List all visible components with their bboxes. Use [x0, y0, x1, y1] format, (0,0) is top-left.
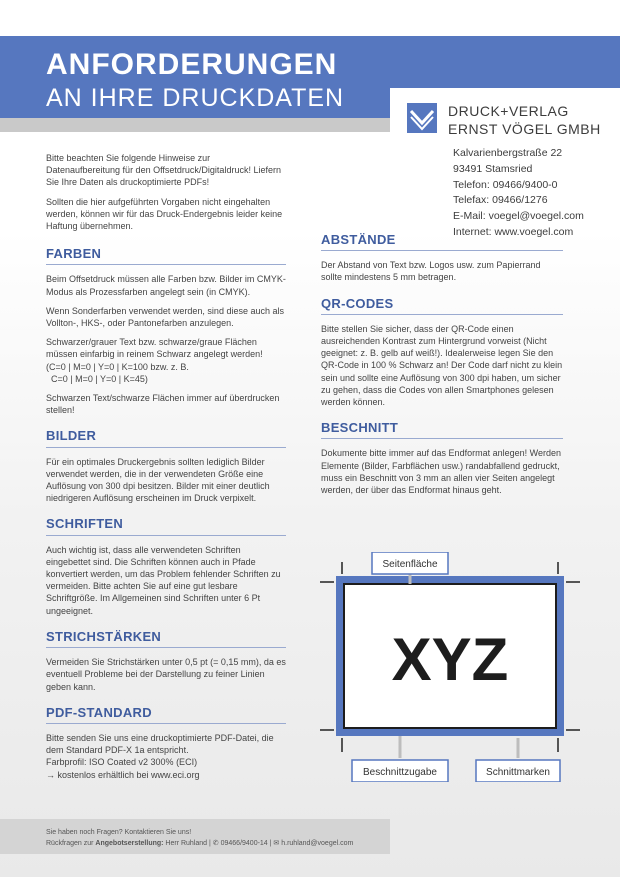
contact-block: [453, 146, 584, 241]
contact-street: Kalvarienbergstraße 22: [453, 147, 563, 159]
heading-bilder: BILDER: [46, 430, 286, 447]
page-title: ANFORDERUNGEN: [46, 48, 338, 81]
section-schriften: [46, 518, 286, 616]
label-schnittmarken-text: Schnittmarken: [486, 767, 550, 778]
left-column: [46, 152, 286, 795]
section-qr-codes: [321, 295, 563, 409]
footer-phone: 09466/9400-14 |: [218, 840, 274, 847]
abstaende-text: Der Abstand von Text bzw. Logos usw. zum Papierrand sollte mindestens 5 mm betragen.: [321, 260, 541, 283]
farben-text-3: [46, 336, 286, 360]
contact-email[interactable]: E-Mail: voegel@voegel.com: [453, 210, 584, 223]
heading-abstaende: ABSTÄNDE: [321, 234, 563, 251]
contact-phone: Telefon: 09466/9400-0: [453, 178, 558, 191]
company-name-line2: ERNST VÖGEL GMBH: [448, 121, 601, 137]
footer-name: Herr Ruhland |: [163, 840, 213, 847]
intro-section: [46, 152, 286, 232]
mail-icon: ✉: [273, 840, 280, 847]
strich-text: Vermeiden Sie Strichstärken unter 0,5 pt (= 0,15 mm), da es eventuell Probleme bei der Darstellung zu feiner Linien geben kann.: [46, 657, 286, 692]
pdf-text-1: Bitte senden Sie uns eine druckoptimierte PDF-Datei, die dem Standard PDF-X 1a entspricht.: [46, 732, 274, 756]
section-strichstaerken: [46, 628, 286, 693]
contact-city: 93491 Stamsried: [453, 162, 533, 175]
heading-strichstaerken: STRICHSTÄRKEN: [46, 631, 286, 648]
bilder-text: Für ein optimales Druckergebnis sollten lediglich Bilder verwendet werden, die in der verwendeten Größe eine Auflösung von 300 dpi besitzen. Bilder mit einer deutlich niedrigeren Auflösung erscheinen im Druck verpixelt.: [46, 456, 270, 504]
heading-beschnitt: BESCHNITT: [321, 422, 563, 439]
footer-bold: Angebotserstellung:: [95, 840, 164, 847]
qr-text: Bitte stellen Sie sicher, dass der QR-Code einen ausreichenden Kontrast zum Hintergrund vorweist (Nicht geeignet: z. B. gelb auf weiß!). Idealerweise legen Sie den QR-Code in 100 % Schwarz an! Der Code darf nicht zu klein sein und sollte eine Auflösung von 300 dpi haben, um sicher zu gehen, dass die Codes von allen Smartphones gelesen werden können.: [321, 323, 563, 408]
label-schnittmarken: [476, 760, 560, 782]
page-subtitle: AN IHRE DRUCKDATEN: [46, 84, 345, 112]
farben-text-2: Wenn Sonderfarben verwendet werden, sind diese auch als Vollton-, HKS-, oder Pantonefarben anzulegen.: [46, 305, 284, 329]
company-logo-text: [448, 102, 601, 138]
footer-bar: [0, 819, 390, 854]
schriften-text: Auch wichtig ist, dass alle verwendeten Schriften eingebettet sind. Die Schriften können auch in Pfade konvertiert werden, um das Problem fehlender Schriften zu vermeiden. Bitte achten Sie auf eine gut lesbare Schriftgröße. Im Allgemeinen sind Schriften unter 6 Pt ungeeignet.: [46, 544, 281, 616]
farben-cmyk-values: (C=0 | M=0 | Y=0 | K=100 bzw. z. B. C=0 | M=0 | Y=0 | K=45): [46, 361, 189, 384]
farben-text-3a: Schwarzer/grauer Text bzw. schwarze/graue Flächen müssen einfarbig in reinem Schwarz angelegt werden!: [46, 337, 263, 360]
section-bilder: [46, 430, 286, 504]
label-beschnittzugabe-text: Beschnittzugabe: [363, 767, 437, 778]
contact-fax: Telefax: 09466/1276: [453, 194, 548, 207]
sample-text: XYZ: [391, 626, 509, 693]
pdf-text-2: Farbprofil: ISO Coated v2 300% (ECI): [46, 757, 198, 768]
heading-schriften: SCHRIFTEN: [46, 518, 286, 535]
section-pdf-standard: [46, 704, 286, 781]
farben-text-4: Schwarzen Text/schwarze Flächen immer auf überdrucken stellen!: [46, 393, 280, 416]
section-farben: [46, 248, 286, 416]
label-seitenflaeche: [372, 552, 448, 574]
heading-qr-codes: QR-CODES: [321, 298, 563, 315]
footer-line-2: [46, 838, 390, 849]
contact-web[interactable]: Internet: www.voegel.com: [453, 225, 574, 238]
heading-pdf-standard: PDF-STANDARD: [46, 707, 286, 724]
phone-icon: ✆: [212, 840, 219, 847]
intro-disclaimer: Sollten die hier aufgeführten Vorgaben nicht eingehalten werden, können wir für das Druck-Endergebnis leider keine Haftung übernehmen.: [46, 196, 283, 232]
section-beschnitt: [321, 422, 563, 496]
bleed-diagram: [320, 552, 580, 782]
farben-text-1: Beim Offsetdruck müssen alle Farben bzw. Bilder im CMYK-Modus als Prozessfarben angelegt sein (in CMYK).: [46, 274, 286, 297]
heading-farben: FARBEN: [46, 248, 286, 265]
header-shadow-bar: [0, 118, 390, 132]
footer-mail[interactable]: h.ruhland@voegel.com: [279, 840, 354, 847]
beschnitt-text: Dokumente bitte immer auf das Endformat anlegen! Werden Elemente (Bilder, Farbflächen usw.) randabfallend gedruckt, muss ein Beschnitt von 3 mm an allen vier Seiten angelegt werden, der über das Endformat hinaus geht.: [321, 448, 561, 496]
footer-line-1: Sie haben noch Fragen? Kontaktieren Sie uns!: [46, 829, 192, 836]
section-abstaende: [321, 234, 563, 284]
intro-text: Bitte beachten Sie folgende Hinweise zur Datenaufbereitung für den Offsetdruck/Digitaldruck! Liefern Sie Ihre Daten als druckoptimierte PDFs!: [46, 153, 281, 188]
company-name-line1: DRUCK+VERLAG: [448, 103, 569, 119]
right-column: [321, 234, 563, 510]
label-beschnittzugabe: [352, 760, 448, 782]
envelope-v-icon: [407, 103, 437, 133]
footer-prefix: Rückfragen zur: [46, 840, 96, 847]
label-seitenflaeche-text: Seitenfläche: [382, 559, 438, 570]
pdf-text-3: → kostenlos erhältlich bei www.eci.org: [46, 769, 200, 780]
